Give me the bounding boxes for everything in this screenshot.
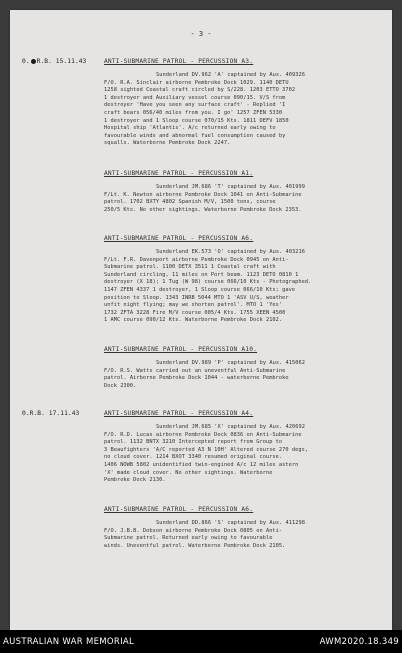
entry-line: unfit night flying; may we shorten patrol'. MTO 1 'Yes' xyxy=(104,302,283,309)
entry-heading: ANTI-SUBMARINE PATROL - PERCUSSION A6. xyxy=(104,235,254,242)
entry-line: Sunderland DD.866 'S' captained by Aus. 411298 xyxy=(156,520,305,526)
entry-line: 1258 sighted Coastal craft circled by S/228. 1203 ETTO 3702 xyxy=(104,87,296,94)
entry-line: F/Lt. K. Newton airborne Pembroke Dock 1041 on Anti-Submarine xyxy=(104,191,302,198)
entry-line: Submarine patrol. 1100 DETX 3511 1 Coastal craft with xyxy=(104,264,276,271)
entry-line: Submarine patrol. Returned early owing to favourable xyxy=(104,535,273,542)
entry-line: F/O. R.D. Lucas airborne Pembroke Dock 0836 on Anti-Submarine xyxy=(104,431,302,438)
entry-line: Dock 2300. xyxy=(104,382,137,389)
entry-line: Sunderland JM.685 'X' captained by Aus. 420692 xyxy=(156,424,305,430)
entry-heading: ANTI-SUBMARINE PATROL - PERCUSSION A6. xyxy=(104,506,254,513)
entry-line: position to Sloop. 1343 INRB 5044 MTO 1 'ASV U/S, weather xyxy=(104,294,289,301)
entry-heading: ANTI-SUBMARINE PATROL - PERCUSSION A1. xyxy=(104,170,254,177)
entry-line: no cloud cover. 1214 BXOT 3340 resumed original course. xyxy=(104,454,283,461)
page-number: - 3 - xyxy=(190,30,212,38)
entry-line: squalls. Waterborne Pembroke Dock 2247. xyxy=(104,140,231,147)
entry-body xyxy=(104,249,366,325)
entry-line: 250/5 Kts. No other sightings. Waterborne Pembroke Dock 2353. xyxy=(104,206,302,213)
entry-line: 1 AMC course 090/12 Kts. Waterborne Pembroke Dock 2102. xyxy=(104,317,283,324)
entry-line: destroyer (X 18); 1 Tug (W 98) course 066/10 Kts - Photographed. xyxy=(104,279,312,286)
entry-line: F/O. R.S. Watts carried out an uneventful Anti-Submarine xyxy=(104,367,286,374)
ink-dot-icon xyxy=(31,59,36,64)
archive-reference: AWM2020.18.349 xyxy=(319,637,399,647)
entry-body xyxy=(104,184,366,214)
entry-line: Sunderland JM.686 'T' captained by Aus. 401999 xyxy=(156,184,305,190)
entry-heading: ANTI-SUBMARINE PATROL - PERCUSSION A3. xyxy=(104,58,254,65)
entry-line: Sunderland DV.989 'P' captained by Aus. 415062 xyxy=(156,360,305,366)
entry-line: favourable winds and abnormal fuel consumption caused by xyxy=(104,132,286,139)
entry-heading: ANTI-SUBMARINE PATROL - PERCUSSION A4. xyxy=(104,410,254,417)
entry-line: 1 destroyer and 1 Sloop course 070/15 Kts. 1811 DEFV 1850 xyxy=(104,117,289,124)
entry-line: 'X' made cloud cover. No other sightings. Waterborne xyxy=(104,469,273,476)
entry-line: 1732 ZFTA 3228 Fire M/V course 005/4 Kts. 1755 XEEN 4500 xyxy=(104,309,286,316)
entry-line: Hospital ship 'Atlantis'. A/c returned early owing to xyxy=(104,125,276,132)
entry-line: winds. Uneventful patrol. Waterborne Pembroke Dock 2105. xyxy=(104,542,286,549)
entry-body xyxy=(104,72,366,148)
entry-line: F/O. J.B.B. Dobson airborne Pembroke Dock 0805 on Anti- xyxy=(104,527,283,534)
date-value: R.B. 15.11.43 xyxy=(36,58,87,65)
entry-line: 1147 ZFEN 4337 1 destroyer, 1 Sloop course 066/10 Kts; gave xyxy=(104,286,296,293)
entry-body xyxy=(104,424,366,485)
entry-line: destroyer 'Have you seen any surface craft' - Replied 'I xyxy=(104,102,286,109)
entry-line: 1406 NOWB 5802 unidentified twin-engined A/c 12 miles astern xyxy=(104,461,299,468)
entry-line: patrol. 1132 BNTX 3210 Intercepted report from Group to xyxy=(104,439,283,446)
entry-date: 0.R.B. 17.11.43 xyxy=(22,410,80,417)
document-page xyxy=(10,10,392,630)
entry-line: F/O. R.A. Sinclair airborne Pembroke Dock 1029. 1140 DETU xyxy=(104,79,289,86)
entry-line: craft bears 056/40 miles from you. I go' 1257 ZFEN 5330 xyxy=(104,109,283,116)
entry-line: Pembroke Dock 2130. xyxy=(104,477,166,484)
entry-line: patrol. Airborne Pembroke Dock 1044 - waterborne Pembroke xyxy=(104,375,289,382)
entry-heading: ANTI-SUBMARINE PATROL - PERCUSSION A10. xyxy=(104,346,258,353)
entry-line: Sunderland EK.573 'O' captained by Aus. 403216 xyxy=(156,249,305,255)
entry-body xyxy=(104,520,366,550)
institution-name: AUSTRALIAN WAR MEMORIAL xyxy=(3,637,135,647)
entry-date xyxy=(22,58,86,65)
entry-line: 3 Beaufighters 'A/C reported A3 N 10H' Altered course 270 degs, xyxy=(104,446,309,453)
date-prefix: 0. xyxy=(22,58,30,65)
entry-line: 1 destroyer and Auxiliary vessel course 090/15. V/S from xyxy=(104,94,286,101)
archive-footer xyxy=(0,630,402,653)
entry-line: F/Lt. F.R. Davenport airborne Pembroke Dock 0945 on Anti- xyxy=(104,256,289,263)
entry-line: Sunderland circling, 11 miles on Port beam. 1123 DETO 0810 1 xyxy=(104,271,299,278)
entry-line: Sunderland DV.962 'A' captained by Aus. 409326 xyxy=(156,72,305,78)
entry-body xyxy=(104,360,366,390)
entry-line: patrol. 1702 BXTY 4802 Spanish M/V, 1500 tons, course xyxy=(104,199,276,206)
